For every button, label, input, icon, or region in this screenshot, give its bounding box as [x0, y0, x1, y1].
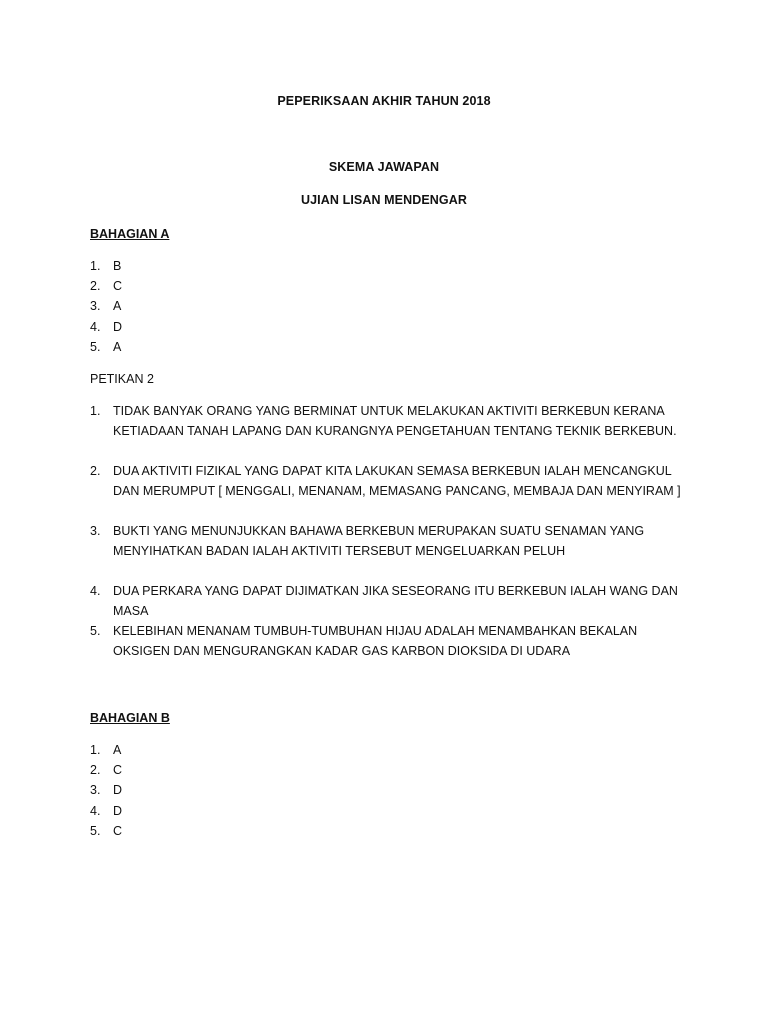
list-item	[90, 401, 690, 441]
item-text: KELEBIHAN MENANAM TUMBUH-TUMBUHAN HIJAU ADALAH MENAMBAHKAN BEKALAN OKSIGEN DAN MENGURANGKAN KADAR GAS KARBON DIOKSIDA DI UDARA	[113, 624, 638, 659]
item-number: 3.	[90, 299, 101, 314]
list-item	[90, 760, 122, 780]
list-item	[90, 740, 122, 760]
list-item	[90, 276, 122, 296]
item-number: 2.	[90, 279, 101, 294]
list-item	[90, 256, 122, 276]
item-number: 3.	[90, 524, 101, 538]
item-answer: B	[113, 259, 122, 273]
list-item	[90, 461, 690, 501]
document-title: PEPERIKSAAN AKHIR TAHUN 2018	[277, 94, 491, 108]
petikan-2-heading: PETIKAN 2	[90, 372, 154, 386]
item-number: 1.	[90, 259, 101, 273]
item-answer: A	[113, 743, 122, 757]
list-item	[90, 337, 122, 357]
item-answer: A	[113, 339, 122, 354]
item-number: 4.	[90, 803, 101, 818]
list-item	[90, 521, 690, 561]
item-answer: C	[113, 279, 123, 294]
list-item	[90, 581, 690, 621]
item-number: 2.	[90, 763, 101, 778]
document-subtitle: SKEMA JAWAPAN	[328, 160, 440, 174]
item-number: 4.	[90, 584, 101, 598]
item-text: DUA PERKARA YANG DAPAT DIJIMATKAN JIKA SESEORANG ITU BERKEBUN IALAH WANG DAN MASA	[113, 584, 678, 619]
item-number: 4.	[90, 319, 101, 334]
item-answer: D	[113, 803, 123, 818]
list-item	[90, 621, 690, 661]
item-answer: D	[113, 783, 123, 798]
item-number: 5.	[90, 823, 101, 838]
bahagian-a-heading: BAHAGIAN A	[90, 227, 170, 241]
item-text: TIDAK BANYAK ORANG YANG BERMINAT UNTUK MELAKUKAN AKTIVITI BERKEBUN KERANA KETIADAAN TANAH LAPANG DAN KURANGNYA PENGETAHUAN TENTANG TEKNIK BERKEBUN.	[113, 404, 677, 439]
bahagian-a-answer-list	[90, 256, 122, 357]
item-number: 1.	[90, 404, 101, 418]
bahagian-b-heading: BAHAGIAN B	[90, 711, 170, 725]
item-number: 3.	[90, 783, 101, 798]
item-number: 1.	[90, 743, 101, 757]
bahagian-b-answer-list	[90, 740, 122, 841]
item-answer: D	[113, 319, 123, 334]
item-text: BUKTI YANG MENUNJUKKAN BAHAWA BERKEBUN MERUPAKAN SUATU SENAMAN YANG MENYIHATKAN BADAN IALAH AKTIVITI TERSEBUT MENGELUARKAN PELUH	[113, 524, 645, 559]
item-number: 5.	[90, 624, 101, 638]
item-answer: C	[113, 823, 123, 838]
list-item	[90, 296, 122, 316]
list-item	[90, 801, 122, 821]
list-item	[90, 821, 122, 841]
item-answer: C	[113, 763, 123, 778]
document-subject: UJIAN LISAN MENDENGAR	[301, 193, 467, 207]
list-item	[90, 317, 122, 337]
item-answer: A	[113, 299, 122, 314]
item-text: DUA AKTIVITI FIZIKAL YANG DAPAT KITA LAKUKAN SEMASA BERKEBUN IALAH MENCANGKUL DAN MERUMPUT [ MENGGALI, MENANAM, MEMASANG PANCANG, MEMBAJA DAN MENYIRAM ]	[113, 464, 681, 499]
item-number: 2.	[90, 464, 101, 478]
list-item	[90, 780, 122, 800]
item-number: 5.	[90, 339, 101, 354]
